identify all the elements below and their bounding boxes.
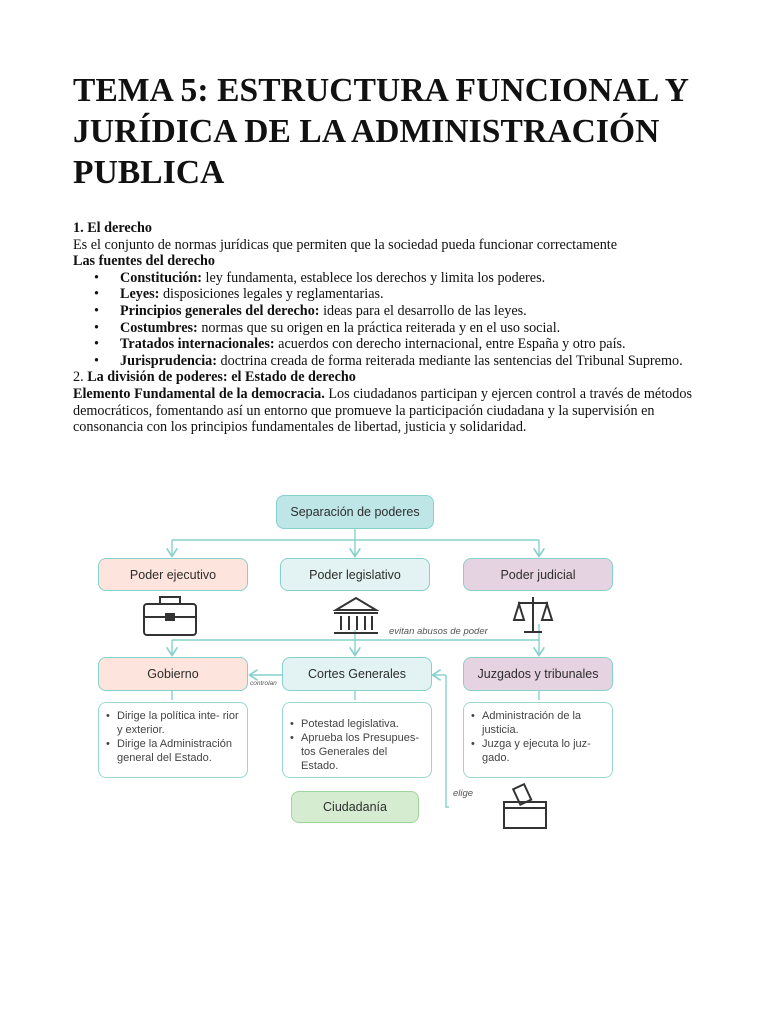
checks-label: evitan abusos de poder (389, 626, 488, 637)
elects-label: elige (453, 788, 474, 799)
document-body (73, 220, 701, 436)
gobierno-box: Gobierno (98, 657, 248, 691)
juzgados-description (463, 702, 613, 778)
juzgados-box: Juzgados y tribunales (463, 657, 613, 691)
list-item: • Tratados internacionales: acuerdos con derecho internacional, entre España y otro país. (73, 336, 701, 353)
controls-label: controlan (250, 680, 277, 687)
briefcase-icon (144, 597, 196, 635)
list-item: • Dirige la política inte- rior y exterior. (103, 709, 241, 737)
page-title: TEMA 5: ESTRUCTURA FUNCIONAL Y JURÍDICA DE LA ADMINISTRACIÓN PUBLICA (73, 72, 688, 191)
sources-heading: Las fuentes del derecho (73, 253, 215, 270)
list-item: • Aprueba los Presupues- tos Generales del Estado. (287, 731, 425, 773)
list-item: • Juzga y ejecuta lo juz- gado. (468, 737, 606, 765)
list-item: • Principios generales del derecho: ideas para el desarrollo de las leyes. (73, 303, 701, 320)
list-item: • Administración de la justicia. (468, 709, 606, 737)
section2-paragraph: Elemento Fundamental de la democracia. Los ciudadanos participan y ejercen control a través de métodos democráticos, fomentando así un entorno que promueve la participación ciudadana y la supervisión en consonancia con los principios fundamentales de libertad, justicia y solidaridad. (73, 385, 692, 436)
separation-of-powers-diagram (96, 492, 616, 837)
cortes-generales-box: Cortes Generales (282, 657, 432, 691)
ballot-box-icon (504, 784, 546, 828)
list-item: • Constitución: ley fundamenta, establece los derechos y limita los poderes. (73, 270, 701, 287)
gobierno-description (98, 702, 248, 778)
ciudadania-box: Ciudadanía (291, 791, 419, 823)
section1-heading: 1. El derecho (73, 220, 152, 236)
list-item: • Leyes: disposiciones legales y reglamentarias. (73, 286, 701, 303)
list-item: • Jurisprudencia: doctrina creada de forma reiterada mediante las sentencias del Tribunal Supremo. (73, 353, 701, 370)
section2-heading: 2. La división de poderes: el Estado de derecho (73, 369, 356, 386)
list-item: • Potestad legislativa. (287, 717, 425, 731)
judicial-power-box: Poder judicial (463, 558, 613, 591)
legislative-power-box: Poder legislativo (280, 558, 430, 591)
parliament-icon (334, 598, 378, 633)
executive-power-box: Poder ejecutivo (98, 558, 248, 591)
section1-definition: Es el conjunto de normas jurídicas que permiten que la sociedad pueda funcionar correctamente (73, 236, 618, 253)
list-item: • Dirige la Administración general del Estado. (103, 737, 241, 765)
cortes-description (282, 702, 432, 778)
scales-icon (514, 597, 552, 632)
sources-list (73, 270, 701, 370)
list-item: • Costumbres: normas que su origen en la práctica reiterada y en el uso social. (73, 320, 701, 337)
separation-of-powers-box: Separación de poderes (276, 495, 434, 529)
